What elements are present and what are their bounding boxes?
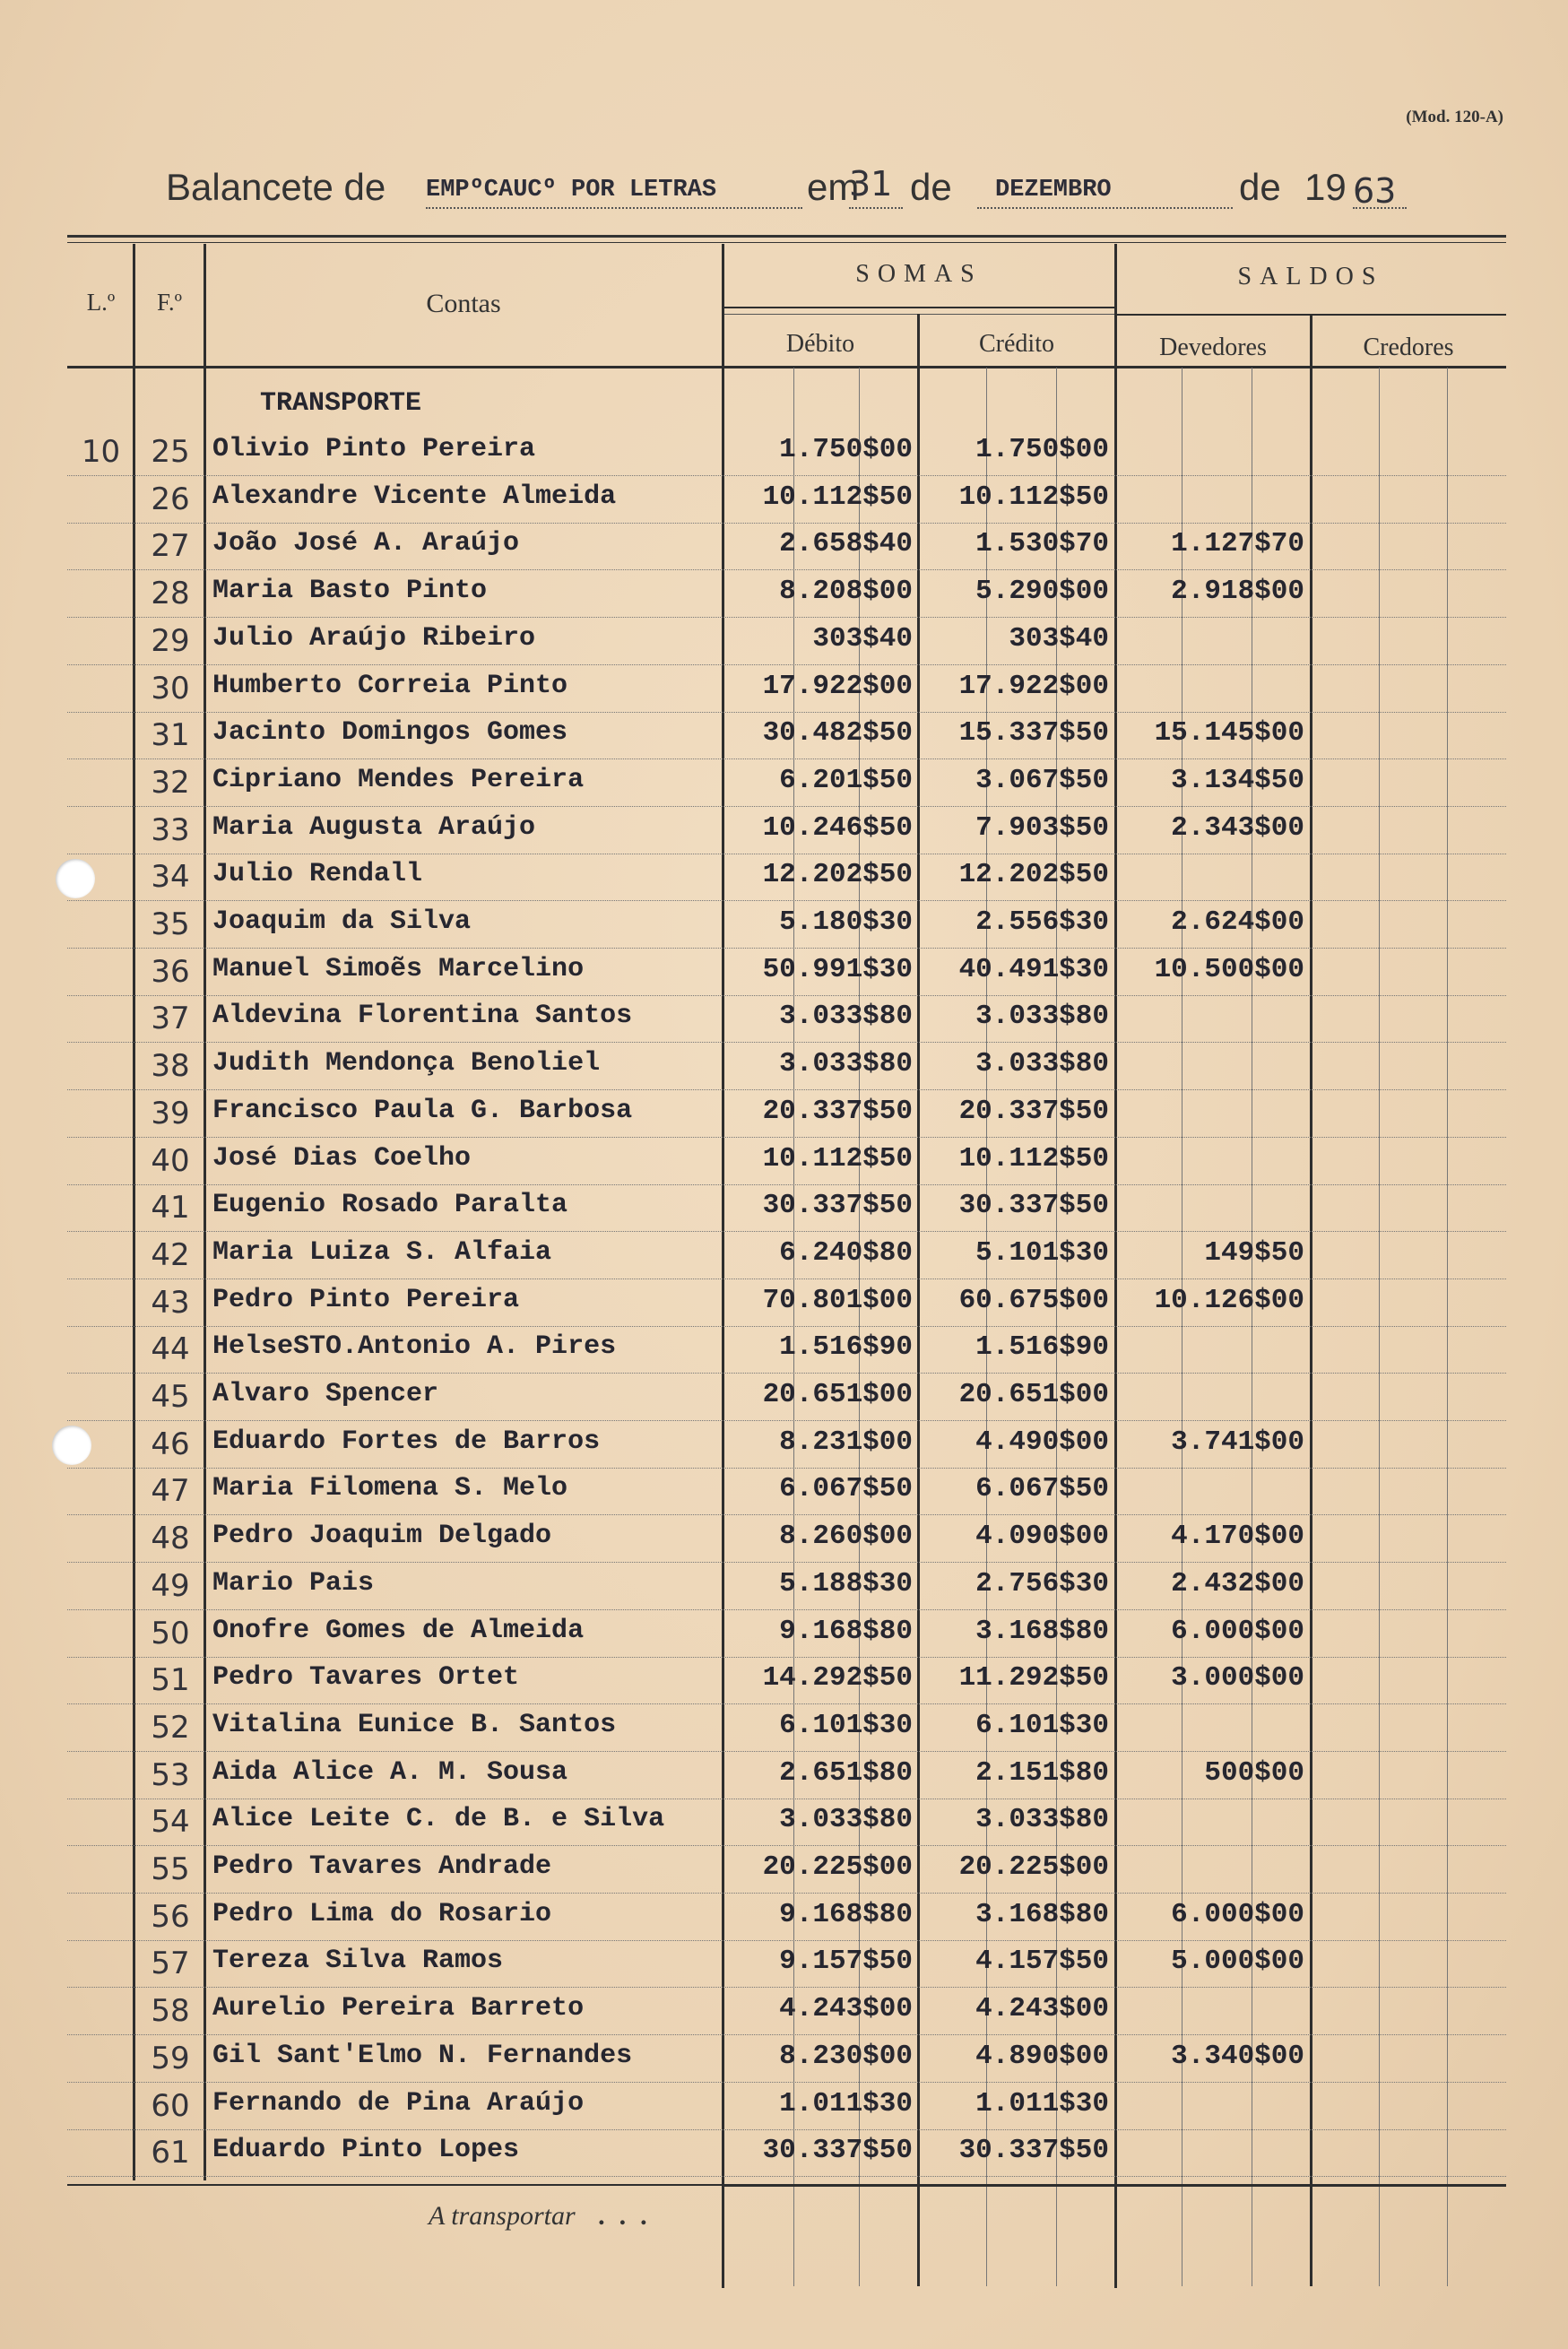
cell-folha: 54 — [151, 1804, 190, 1841]
cell-folha: 38 — [151, 1048, 190, 1085]
cell-debito: 20.651$00 — [762, 1379, 913, 1410]
cell-folha: 61 — [151, 2135, 190, 2171]
table-row — [67, 1704, 1506, 1752]
col-header-folha: F.º — [157, 289, 182, 316]
cell-debito: 303$40 — [812, 622, 913, 654]
cell-conta: Judith Mendonça Benoliel — [212, 1048, 601, 1079]
cell-conta: Maria Augusta Araújo — [212, 811, 536, 843]
cell-credito: 4.890$00 — [975, 2040, 1109, 2072]
table-row — [67, 1940, 1506, 1988]
transporte-label: TRANSPORTE — [260, 388, 422, 419]
month-line — [977, 166, 1233, 209]
cell-folha: 57 — [151, 1946, 190, 1982]
cell-conta: Joaquim da Silva — [212, 906, 472, 937]
cell-conta: Aurelio Pereira Barreto — [212, 1993, 585, 2024]
cell-credito: 2.556$30 — [975, 906, 1109, 938]
cell-devedores: 3.000$00 — [1171, 1662, 1304, 1695]
cell-devedores: 15.145$00 — [1154, 717, 1304, 750]
cell-devedores: 6.000$00 — [1171, 1615, 1304, 1647]
cell-debito: 1.011$30 — [779, 2087, 913, 2119]
table-row — [67, 712, 1506, 759]
month-value: DEZEMBRO — [995, 177, 1112, 204]
cell-folha: 31 — [151, 717, 190, 754]
col-header-livro: L.º — [86, 289, 116, 316]
cell-debito: 70.801$00 — [762, 1284, 913, 1316]
cell-debito: 3.033$80 — [779, 1048, 913, 1080]
cell-devedores: 3.340$00 — [1171, 2040, 1304, 2072]
cell-debito: 6.067$50 — [779, 1473, 913, 1505]
table-row — [67, 665, 1506, 713]
cell-devedores: 5.000$00 — [1171, 1946, 1304, 1978]
cell-conta: João José A. Araújo — [212, 528, 520, 559]
cell-credito: 4.090$00 — [975, 1521, 1109, 1553]
header-bottom-rule — [67, 366, 1506, 368]
table-row — [67, 901, 1506, 949]
col-group-somas: SOMAS — [855, 260, 983, 288]
cell-debito: 20.225$00 — [762, 1851, 913, 1883]
cell-folha: 42 — [151, 1236, 190, 1273]
cell-credito: 4.490$00 — [975, 1426, 1109, 1458]
table-row — [67, 1374, 1506, 1421]
cell-debito: 4.243$00 — [779, 1993, 913, 2025]
cell-debito: 17.922$00 — [762, 670, 913, 702]
cell-folha: 43 — [151, 1284, 190, 1321]
cell-debito: 8.231$00 — [779, 1426, 913, 1458]
cell-credito: 1.516$90 — [975, 1331, 1109, 1364]
cell-folha: 48 — [151, 1521, 190, 1557]
cell-debito: 6.240$80 — [779, 1236, 913, 1269]
title-em-label: em — [807, 166, 860, 208]
cell-credito: 1.530$70 — [975, 528, 1109, 560]
day-value: 31 — [849, 164, 893, 204]
cell-conta: Francisco Paula G. Barbosa — [212, 1095, 633, 1126]
cell-credito: 3.033$80 — [975, 1001, 1109, 1033]
cell-folha: 55 — [151, 1851, 190, 1887]
balance-title — [166, 166, 1421, 220]
table-row — [67, 1043, 1506, 1090]
table-row — [67, 1232, 1506, 1279]
cell-debito: 1.516$90 — [779, 1331, 913, 1364]
cell-devedores: 500$00 — [1204, 1756, 1304, 1789]
cell-folha: 49 — [151, 1567, 190, 1604]
form-model-code: (Mod. 120-A) — [1406, 108, 1503, 126]
cell-credito: 20.337$50 — [958, 1095, 1109, 1127]
cell-conta: Pedro Joaquim Delgado — [212, 1521, 552, 1552]
cell-conta: Olivio Pinto Pereira — [212, 434, 536, 464]
title-de-label-2: de — [1239, 166, 1281, 208]
table-row — [67, 949, 1506, 996]
cell-debito: 30.337$50 — [762, 2135, 913, 2167]
cell-conta: Tereza Silva Ramos — [212, 1946, 504, 1977]
cell-folha: 32 — [151, 764, 190, 801]
table-row — [67, 476, 1506, 524]
cell-folha: 33 — [151, 811, 190, 848]
cell-credito: 7.903$50 — [975, 811, 1109, 844]
cell-folha: 52 — [151, 1709, 190, 1746]
cell-debito: 10.246$50 — [762, 811, 913, 844]
cell-folha: 25 — [151, 434, 190, 470]
table-row — [67, 1563, 1506, 1610]
table-row — [67, 1326, 1506, 1374]
cell-conta: Pedro Tavares Andrade — [212, 1851, 552, 1882]
cell-folha: 26 — [151, 481, 190, 517]
cell-folha: 34 — [151, 859, 190, 896]
cell-folha: 53 — [151, 1756, 190, 1793]
cell-credito: 5.290$00 — [975, 576, 1109, 608]
cell-debito: 2.658$40 — [779, 528, 913, 560]
cell-debito: 8.230$00 — [779, 2040, 913, 2072]
cell-credito: 303$40 — [1009, 622, 1109, 654]
cell-folha: 59 — [151, 2040, 190, 2076]
cell-debito: 5.180$30 — [779, 906, 913, 938]
cell-credito: 3.033$80 — [975, 1048, 1109, 1080]
cell-conta: Onofre Gomes de Almeida — [212, 1615, 585, 1646]
cell-conta: Vitalina Eunice B. Santos — [212, 1709, 617, 1740]
table-row — [67, 429, 1506, 476]
year-prefix: 19 — [1304, 166, 1347, 208]
cell-credito: 3.033$80 — [975, 1804, 1109, 1836]
title-de-label-1: de — [910, 166, 952, 208]
cell-devedores: 2.432$00 — [1171, 1567, 1304, 1599]
table-row — [67, 1090, 1506, 1138]
cell-folha: 39 — [151, 1095, 190, 1131]
col-header-devedores: Devedores — [1159, 334, 1267, 361]
cell-credito: 2.151$80 — [975, 1756, 1109, 1789]
cell-devedores: 2.343$00 — [1171, 811, 1304, 844]
binder-hole-top — [56, 859, 95, 898]
col-header-credores: Credores — [1363, 334, 1454, 361]
cell-credito: 3.168$80 — [975, 1898, 1109, 1930]
cell-conta: Julio Araújo Ribeiro — [212, 622, 536, 654]
cell-livro: 10 — [81, 434, 121, 470]
cell-conta: Alexandre Vicente Almeida — [212, 481, 617, 512]
cell-conta: Manuel Simoẽs Marcelino — [212, 953, 585, 984]
cell-debito: 14.292$50 — [762, 1662, 913, 1695]
cell-conta: José Dias Coelho — [212, 1142, 472, 1174]
cell-credito: 5.101$30 — [975, 1236, 1109, 1269]
cell-debito: 1.750$00 — [779, 434, 913, 465]
cell-conta: Maria Basto Pinto — [212, 576, 488, 607]
cell-folha: 28 — [151, 576, 190, 612]
cell-credito: 6.067$50 — [975, 1473, 1109, 1505]
table-row — [67, 1515, 1506, 1563]
account-type: EMPºCAUCº POR LETRAS — [426, 177, 717, 204]
cell-folha: 56 — [151, 1898, 190, 1935]
cell-debito: 10.112$50 — [762, 1142, 913, 1174]
cell-conta: Aldevina Florentina Santos — [212, 1001, 633, 1032]
cell-credito: 3.168$80 — [975, 1615, 1109, 1647]
cell-credito: 6.101$30 — [975, 1709, 1109, 1741]
cell-folha: 45 — [151, 1379, 190, 1415]
table-row — [67, 2035, 1506, 2083]
cell-debito: 9.168$80 — [779, 1898, 913, 1930]
cell-conta: Eduardo Pinto Lopes — [212, 2135, 520, 2166]
cell-credito: 20.651$00 — [958, 1379, 1109, 1410]
table-row — [67, 618, 1506, 665]
top-rule-thin — [67, 242, 1506, 243]
cell-conta: Pedro Tavares Ortet — [212, 1662, 520, 1694]
cell-debito: 8.208$00 — [779, 576, 913, 608]
cell-devedores: 3.134$50 — [1171, 764, 1304, 796]
cell-credito: 3.067$50 — [975, 764, 1109, 796]
binder-hole-bottom — [52, 1426, 91, 1465]
cell-folha: 51 — [151, 1662, 190, 1699]
cell-devedores: 2.624$00 — [1171, 906, 1304, 938]
table-row — [67, 1279, 1506, 1327]
cell-conta: Alvaro Spencer — [212, 1379, 439, 1409]
cell-conta: Cipriano Mendes Pereira — [212, 764, 585, 795]
cell-folha: 50 — [151, 1615, 190, 1651]
year-line — [1353, 166, 1407, 209]
account-type-line — [426, 166, 802, 209]
cell-folha: 47 — [151, 1473, 190, 1510]
table-row — [67, 759, 1506, 807]
cell-debito: 9.168$80 — [779, 1615, 913, 1647]
table-row — [67, 1657, 1506, 1704]
table-row — [67, 1421, 1506, 1469]
a-transportar-label: A transportar ... — [429, 2201, 662, 2231]
cell-conta: Julio Rendall — [212, 859, 423, 890]
cell-devedores: 10.500$00 — [1154, 953, 1304, 985]
cell-conta: Eduardo Fortes de Barros — [212, 1426, 601, 1457]
cell-conta: Pedro Pinto Pereira — [212, 1284, 520, 1315]
cell-debito: 30.482$50 — [762, 717, 913, 750]
rows-bottom-rule — [67, 2184, 722, 2186]
cell-devedores: 149$50 — [1204, 1236, 1304, 1269]
cell-folha: 27 — [151, 528, 190, 565]
cell-conta: Pedro Lima do Rosario — [212, 1898, 552, 1929]
cell-folha: 37 — [151, 1001, 190, 1037]
cell-debito: 30.337$50 — [762, 1190, 913, 1222]
table-row — [67, 2083, 1506, 2130]
cell-conta: Mario Pais — [212, 1567, 375, 1599]
cell-debito: 3.033$80 — [779, 1804, 913, 1836]
cell-folha: 41 — [151, 1190, 190, 1227]
table-row — [67, 1846, 1506, 1894]
cell-folha: 46 — [151, 1426, 190, 1462]
cell-credito: 4.243$00 — [975, 1993, 1109, 2025]
cell-debito: 6.101$30 — [779, 1709, 913, 1741]
col-group-saldos: SALDOS — [1237, 263, 1384, 290]
table-row — [67, 854, 1506, 901]
cell-credito: 30.337$50 — [958, 2135, 1109, 2167]
cell-debito: 12.202$50 — [762, 859, 913, 891]
cell-conta: Jacinto Domingos Gomes — [212, 717, 568, 749]
somas-divider — [723, 307, 1115, 308]
cell-folha: 44 — [151, 1331, 190, 1368]
cell-devedores: 1.127$70 — [1171, 528, 1304, 560]
table-row — [67, 1988, 1506, 2035]
col-header-credito: Crédito — [979, 330, 1054, 358]
cell-conta: Maria Filomena S. Melo — [212, 1473, 568, 1504]
cell-debito: 50.991$30 — [762, 953, 913, 985]
cell-debito: 10.112$50 — [762, 481, 913, 513]
cell-folha: 40 — [151, 1142, 190, 1179]
cell-credito: 2.756$30 — [975, 1567, 1109, 1599]
cell-folha: 30 — [151, 670, 190, 706]
cell-folha: 35 — [151, 906, 190, 942]
table-row — [67, 995, 1506, 1043]
cell-folha: 29 — [151, 622, 190, 659]
table-row — [67, 1138, 1506, 1185]
table-row — [67, 1799, 1506, 1846]
cell-debito: 6.201$50 — [779, 764, 913, 796]
cell-conta: Aida Alice A. M. Sousa — [212, 1756, 568, 1788]
cell-credito: 4.157$50 — [975, 1946, 1109, 1978]
table-row — [67, 1752, 1506, 1799]
cell-debito: 9.157$50 — [779, 1946, 913, 1978]
cell-folha: 58 — [151, 1993, 190, 2030]
cell-conta: HelseSTO.Antonio A. Pires — [212, 1331, 617, 1363]
col-header-contas: Contas — [426, 289, 501, 318]
cell-folha: 60 — [151, 2087, 190, 2124]
cell-credito: 10.112$50 — [958, 481, 1109, 513]
cell-devedores: 6.000$00 — [1171, 1898, 1304, 1930]
cell-conta: Humberto Correia Pinto — [212, 670, 568, 701]
cell-credito: 17.922$00 — [958, 670, 1109, 702]
cell-debito: 3.033$80 — [779, 1001, 913, 1033]
table-row — [67, 807, 1506, 854]
table-row — [67, 570, 1506, 618]
cell-conta: Maria Luiza S. Alfaia — [212, 1236, 552, 1268]
year-suffix: 63 — [1353, 171, 1397, 211]
cell-credito: 1.011$30 — [975, 2087, 1109, 2119]
cell-conta: Fernando de Pina Araújo — [212, 2087, 585, 2119]
totals-rule — [722, 2184, 1506, 2187]
cell-conta: Eugenio Rosado Paralta — [212, 1190, 568, 1221]
table-row — [67, 1184, 1506, 1232]
table-row — [67, 1610, 1506, 1658]
cell-debito: 8.260$00 — [779, 1521, 913, 1553]
top-rule — [67, 235, 1506, 238]
cell-credito: 30.337$50 — [958, 1190, 1109, 1222]
cell-credito: 15.337$50 — [958, 717, 1109, 750]
table-row — [67, 2129, 1506, 2177]
cell-debito: 5.188$30 — [779, 1567, 913, 1599]
cell-credito: 1.750$00 — [975, 434, 1109, 465]
cell-devedores: 2.918$00 — [1171, 576, 1304, 608]
cell-credito: 12.202$50 — [958, 859, 1109, 891]
cell-devedores: 3.741$00 — [1171, 1426, 1304, 1458]
cell-credito: 60.675$00 — [958, 1284, 1109, 1316]
cell-debito: 20.337$50 — [762, 1095, 913, 1127]
cell-debito: 2.651$80 — [779, 1756, 913, 1789]
cell-conta: Gil Sant'Elmo N. Fernandes — [212, 2040, 633, 2071]
cell-folha: 36 — [151, 953, 190, 990]
cell-credito: 20.225$00 — [958, 1851, 1109, 1883]
day-line — [849, 166, 903, 209]
cell-credito: 40.491$30 — [958, 953, 1109, 985]
cell-credito: 11.292$50 — [958, 1662, 1109, 1695]
cell-devedores: 10.126$00 — [1154, 1284, 1304, 1316]
cell-credito: 10.112$50 — [958, 1142, 1109, 1174]
title-label: Balancete de — [166, 166, 386, 208]
table-row — [67, 1894, 1506, 1941]
table-row — [67, 523, 1506, 570]
cell-conta: Alice Leite C. de B. e Silva — [212, 1804, 665, 1835]
col-header-debito: Débito — [785, 330, 855, 358]
cell-devedores: 4.170$00 — [1171, 1521, 1304, 1553]
table-row — [67, 1468, 1506, 1515]
